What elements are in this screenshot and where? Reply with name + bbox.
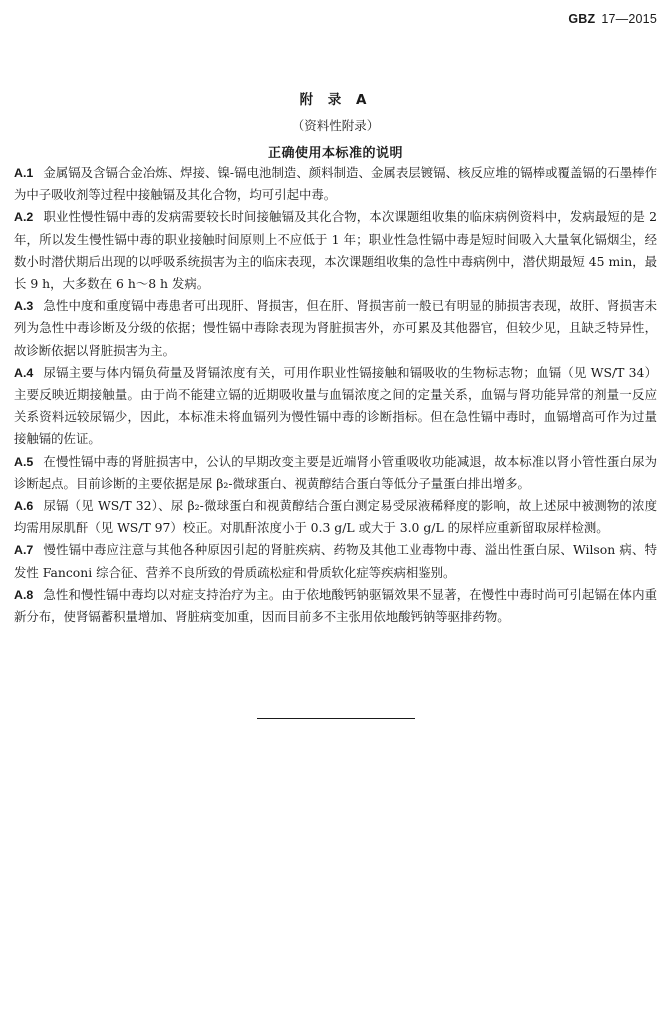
clause-text: 尿镉（见 WS/T 32）、尿 β₂-微球蛋白和视黄醇结合蛋白测定易受尿液稀释度的影响，故上述尿中被测物的浓度均需用尿肌酐（见 WS/T 97）校正。对肌酐浓度小于 0.3 g/L 或大于 3.0 g/L 的尿样应重新留取尿样检测。 xyxy=(14,498,657,536)
clause-number: A.7 xyxy=(14,543,34,558)
paragraph-a3 xyxy=(14,295,657,362)
clause-number: A.5 xyxy=(14,454,34,469)
paragraph-a6 xyxy=(14,495,657,539)
standard-code-header xyxy=(568,12,657,26)
clause-text: 在慢性镉中毒的肾脏损害中，公认的早期改变主要是近端肾小管重吸收功能减退，故本标准以肾小管性蛋白尿为诊断起点。目前诊断的主要依据是尿 β₂-微球蛋白、视黄醇结合蛋白等低分子量蛋白排出增多。 xyxy=(14,453,657,491)
paragraph-a8 xyxy=(14,584,657,628)
clause-text: 慢性镉中毒应注意与其他各种原因引起的肾脏疾病、药物及其他工业毒物中毒、溢出性蛋白尿、Wilson 病、特发性 Fanconi 综合征、营养不良所致的骨质疏松症和骨质软化症等疾病相鉴别。 xyxy=(14,542,657,580)
clause-text: 金属镉及含镉合金冶炼、焊接、镍-镉电池制造、颜料制造、金属表层镀镉、核反应堆的镉棒或覆盖镉的石墨棒作为中子吸收剂等过程中接触镉及其化合物，均可引起中毒。 xyxy=(14,165,657,203)
clause-number: A.2 xyxy=(14,210,34,225)
appendix-content xyxy=(14,162,657,628)
paragraph-a2 xyxy=(14,206,657,295)
paragraph-a4 xyxy=(14,362,657,451)
end-divider xyxy=(257,718,415,719)
appendix-title: 附 录 A xyxy=(299,92,372,108)
clause-number: A.8 xyxy=(14,587,34,602)
clause-text: 急性中度和重度镉中毒患者可出现肝、肾损害，但在肝、肾损害前一般已有明显的肺损害表现，故肝、肾损害未列为急性中毒诊断及分级的依据；慢性镉中毒除表现为肾脏损害外，亦可累及其他器官，但较少见，且缺乏特异性，故诊断依据以肾脏损害为主。 xyxy=(14,298,657,358)
paragraph-a7 xyxy=(14,539,657,583)
clause-number: A.3 xyxy=(14,299,34,314)
standard-code: GBZ xyxy=(568,12,596,26)
paragraph-a1 xyxy=(14,162,657,206)
clause-number: A.1 xyxy=(14,166,34,180)
clause-text: 急性和慢性镉中毒均以对症支持治疗为主。由于依地酸钙钠驱镉效果不显著，在慢性中毒时尚可引起镉在体内重新分布，使肾镉蓄积量增加、肾脏病变加重，因而目前多不主张用依地酸钙钠等驱排药物。 xyxy=(14,586,657,625)
clause-text: 尿镉主要与体内镉负荷量及肾镉浓度有关，可用作职业性镉接触和镉吸收的生物标志物；血镉（见 WS/T 34）主要反映近期接触量。由于尚不能建立镉的近期吸收量与血镉浓度之间的定量关系，血镉与肾功能异常的剂量一反应关系资料远较尿镉少，因此，本标准未将血镉列为慢性镉中毒的诊断指标。但在急性镉中毒时，血镉增高可作为过量接触镉的佐证。 xyxy=(14,364,657,447)
clause-number: A.4 xyxy=(14,365,34,380)
appendix-title-block xyxy=(0,88,671,161)
paragraph-a5 xyxy=(14,451,657,495)
standard-number: 17—2015 xyxy=(601,12,657,26)
appendix-name: 正确使用本标准的说明 xyxy=(267,146,403,161)
appendix-subtitle: （资料性附录） xyxy=(291,118,380,133)
clause-text: 职业性慢性镉中毒的发病需要较长时间接触镉及其化合物，本次课题组收集的临床病例资料中，发病最短的是 2 年，所以发生慢性镉中毒的职业接触时间原则上不应低于 1 年；职业性急性镉中毒是短时间吸入大量氧化镉烟尘，经数小时潜伏期后出现的以呼吸系统损害为主的临床表现，本次课题组收集的急性中毒病例中，潜伏期最短 45 min，最长 9 h，大多数在 6 h～8 h 发病。 xyxy=(14,209,657,292)
clause-number: A.6 xyxy=(14,499,34,514)
